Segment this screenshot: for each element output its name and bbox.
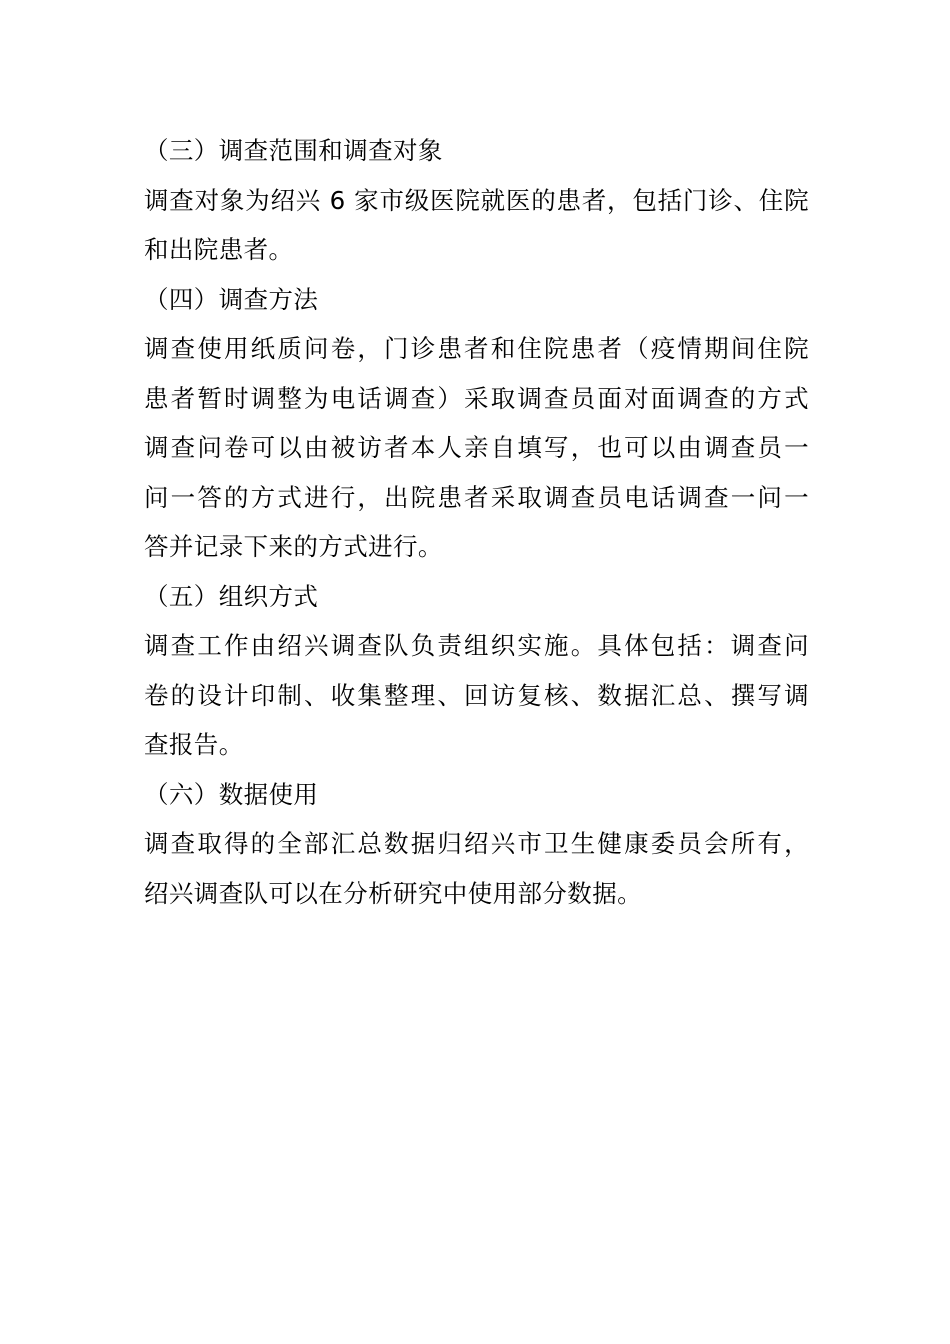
paragraph-line: 和出院患者。 — [144, 235, 294, 264]
paragraph-line: 绍兴调查队可以在分析研究中使用部分数据。 — [144, 878, 642, 908]
paragraph-line: 调查取得的全部汇总数据归绍兴市卫生健康委员会所有， — [144, 829, 809, 858]
section-heading-method: （四）调查方法 — [144, 284, 319, 314]
paragraph-line: 答并记录下来的方式进行。 — [144, 532, 443, 561]
section-heading-scope: （三）调查范围和调查对象 — [144, 136, 443, 165]
paragraph-line: 患者暂时调整为电话调查）采取调查员面对面调查的方式 — [144, 383, 809, 413]
paragraph-line: 卷的设计印制、收集整理、回访复核、数据汇总、撰写调 — [144, 680, 809, 710]
section-heading-data-usage: （六）数据使用 — [144, 779, 319, 809]
paragraph-line: 问一答的方式进行，出院患者采取调查员电话调查一问一 — [144, 482, 809, 512]
paragraph-line: 调查对象为绍兴 6 家市级医院就医的患者，包括门诊、住院 — [144, 185, 809, 215]
paragraph-line: 调查工作由绍兴调查队负责组织实施。具体包括：调查问 — [144, 631, 809, 660]
document-body — [144, 126, 809, 918]
paragraph-line: 调查问卷可以由被访者本人亲自填写，也可以由调查员一 — [144, 433, 809, 462]
section-heading-organization: （五）组织方式 — [144, 581, 319, 611]
paragraph-line: 查报告。 — [144, 730, 244, 759]
paragraph-line: 调查使用纸质问卷，门诊患者和住院患者（疫情期间住院 — [144, 334, 809, 363]
